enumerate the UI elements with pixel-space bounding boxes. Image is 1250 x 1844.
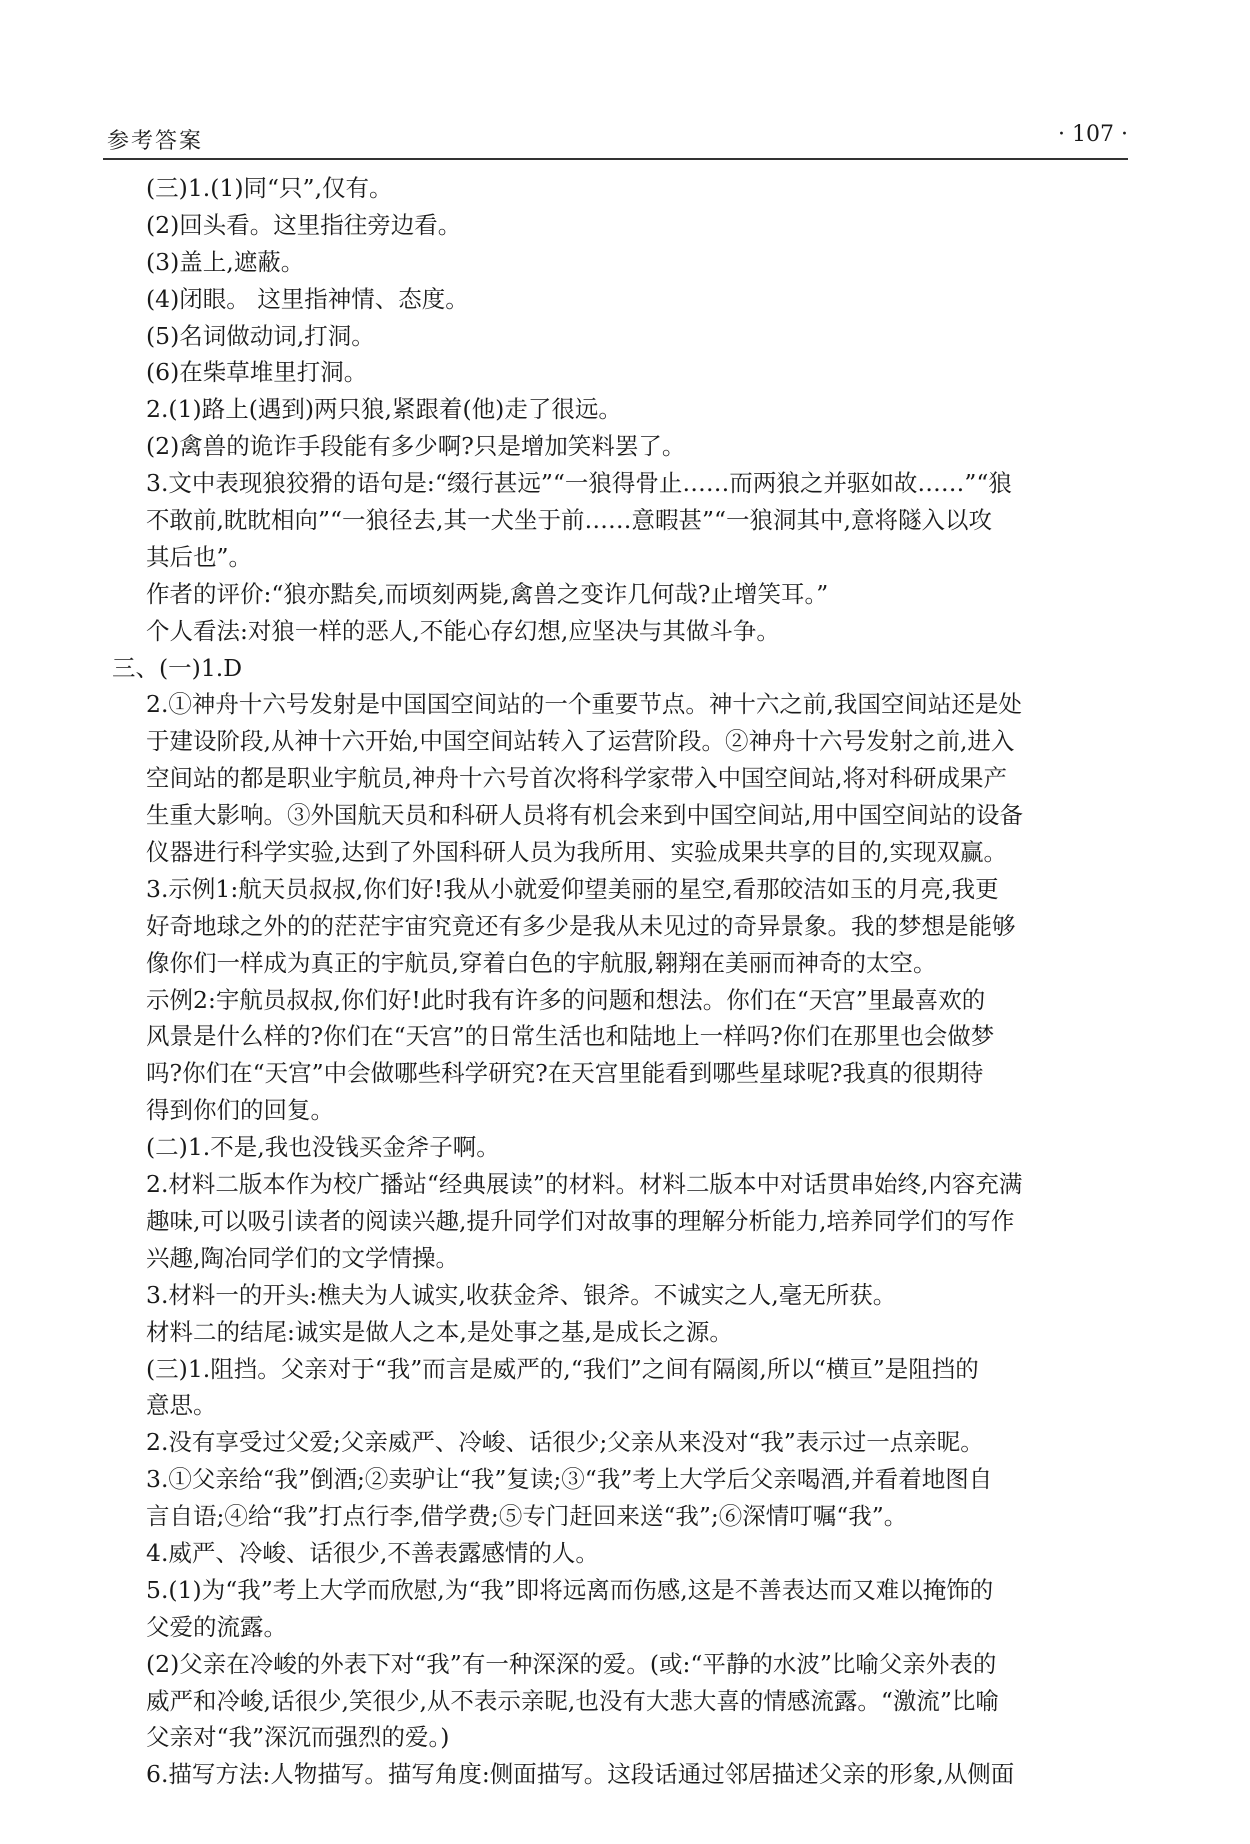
text-line: 不敢前,眈眈相向”“一狼径去,其一犬坐于前……意暇甚”“一狼洞其中,意将隧入以攻 bbox=[146, 506, 992, 535]
text-line: 其后也”。 bbox=[146, 542, 253, 571]
text-line: 2.没有享受过父爱;父亲威严、冷峻、话很少;父亲从来没对“我”表示过一点亲昵。 bbox=[146, 1428, 984, 1457]
text-line: 3.示例1:航天员叔叔,你们好!我从小就爱仰望美丽的星空,看那皎洁如玉的月亮,我更 bbox=[146, 874, 999, 903]
text-line: 威严和冷峻,话很少,笑很少,从不表示亲昵,也没有大悲大喜的情感流露。“激流”比喻 bbox=[146, 1686, 999, 1715]
text-line: (5)名词做动词,打洞。 bbox=[146, 321, 375, 350]
text-line: (二)1.不是,我也没钱买金斧子啊。 bbox=[146, 1133, 500, 1162]
text-line: 言自语;④给“我”打点行李,借学费;⑤专门赶回来送“我”;⑥深情叮嘱“我”。 bbox=[146, 1502, 908, 1531]
text-line: 5.(1)为“我”考上大学而欣慰,为“我”即将远离而伤感,这是不善表达而又难以掩饰的 bbox=[146, 1575, 994, 1604]
text-line: (6)在柴草堆里打洞。 bbox=[146, 358, 368, 387]
text-line: 示例2:宇航员叔叔,你们好!此时我有许多的问题和想法。你们在“天宫”里最喜欢的 bbox=[146, 985, 986, 1014]
text-line: 6.描写方法:人物描写。描写角度:侧面描写。这段话通过邻居描述父亲的形象,从侧面 bbox=[146, 1760, 1015, 1789]
text-line: 4.威严、冷峻、话很少,不善表露感情的人。 bbox=[146, 1538, 599, 1567]
text-line: 意思。 bbox=[146, 1391, 217, 1420]
text-line: 父亲对“我”深沉而强烈的爱。) bbox=[146, 1723, 450, 1752]
text-line: 3.文中表现狼狡猾的语句是:“缀行甚远”“一狼得骨止……而两狼之并驱如故……”“狼 bbox=[146, 469, 1012, 498]
text-line: 兴趣,陶冶同学们的文学情操。 bbox=[146, 1243, 459, 1272]
text-line: 2.(1)路上(遇到)两只狼,紧跟着(他)走了很远。 bbox=[146, 395, 622, 424]
page-number: · 107 · bbox=[1058, 122, 1128, 147]
text-line: 空间站的都是职业宇航员,神舟十六号首次将科学家带入中国空间站,将对科研成果产 bbox=[146, 764, 1007, 793]
text-line: 趣味,可以吸引读者的阅读兴趣,提升同学们对故事的理解分析能力,培养同学们的写作 bbox=[146, 1206, 1015, 1235]
page-header bbox=[103, 118, 1128, 158]
text-line: 父爱的流露。 bbox=[146, 1612, 287, 1641]
answer-body bbox=[108, 170, 1138, 1793]
text-line: 吗?你们在“天宫”中会做哪些科学研究?在天宫里能看到哪些星球呢?我真的很期待 bbox=[146, 1059, 984, 1088]
text-line: 仪器进行科学实验,达到了外国科研人员为我所用、实验成果共享的目的,实现双赢。 bbox=[146, 838, 1007, 867]
text-line: (2)回头看。这里指往旁边看。 bbox=[146, 210, 462, 239]
text-line: 得到你们的回复。 bbox=[146, 1096, 334, 1125]
text-line: (4)闭眼。 这里指神情、态度。 bbox=[146, 284, 469, 313]
header-divider bbox=[103, 158, 1128, 160]
text-line: 个人看法:对狼一样的恶人,不能心存幻想,应坚决与其做斗争。 bbox=[146, 616, 780, 645]
text-line: 2.材料二版本作为校广播站“经典展读”的材料。材料二版本中对话贯串始终,内容充满 bbox=[146, 1170, 1023, 1199]
text-line: (三)1.(1)同“只”,仅有。 bbox=[146, 174, 393, 202]
text-line: 风景是什么样的?你们在“天宫”的日常生活也和陆地上一样吗?你们在那里也会做梦 bbox=[146, 1022, 995, 1051]
text-line: (3)盖上,遮蔽。 bbox=[146, 247, 305, 276]
text-line: (2)禽兽的诡诈手段能有多少啊?只是增加笑料罢了。 bbox=[146, 432, 686, 461]
text-line: 像你们一样成为真正的宇航员,穿着白色的宇航服,翱翔在美丽而神奇的太空。 bbox=[146, 948, 937, 977]
text-line: 生重大影响。③外国航天员和科研人员将有机会来到中国空间站,用中国空间站的设备 bbox=[146, 801, 1023, 830]
text-line: (三)1.阻挡。父亲对于“我”而言是威严的,“我们”之间有隔阂,所以“横亘”是阻挡的 bbox=[146, 1354, 979, 1383]
section-title: 参考答案 bbox=[107, 129, 204, 154]
text-line: 于建设阶段,从神十六开始,中国空间站转入了运营阶段。②神舟十六号发射之前,进入 bbox=[146, 727, 1015, 756]
text-line: 好奇地球之外的的茫茫宇宙究竟还有多少是我从未见过的奇异景象。我的梦想是能够 bbox=[146, 911, 1016, 940]
text-line: 3.材料一的开头:樵夫为人诚实,收获金斧、银斧。不诚实之人,毫无所获。 bbox=[146, 1280, 897, 1309]
text-line: 作者的评价:“狼亦黠矣,而顷刻两毙,禽兽之变诈几何哉?止增笑耳。” bbox=[146, 579, 829, 608]
text-line: 2.①神舟十六号发射是中国国空间站的一个重要节点。神十六之前,我国空间站还是处 bbox=[146, 690, 1022, 719]
text-line: (2)父亲在冷峻的外表下对“我”有一种深深的爱。(或:“平静的水波”比喻父亲外表的 bbox=[146, 1649, 997, 1678]
text-line: 3.①父亲给“我”倒酒;②卖驴让“我”复读;③“我”考上大学后父亲喝酒,并看着地图自 bbox=[146, 1465, 993, 1494]
section-heading: 三、(一)1.D bbox=[112, 653, 243, 682]
text-line: 材料二的结尾:诚实是做人之本,是处事之基,是成长之源。 bbox=[146, 1317, 733, 1346]
